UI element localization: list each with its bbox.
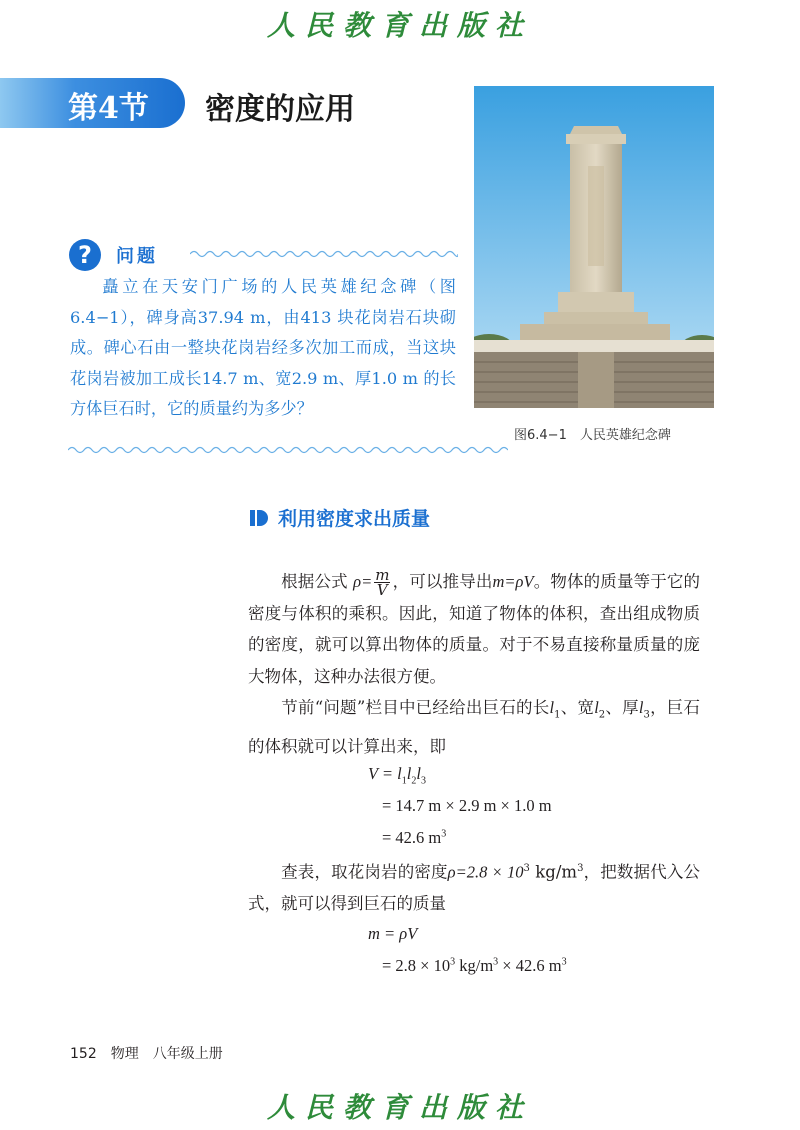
question-heading: 问题 [116, 246, 158, 267]
subsection-title: 利用密度求出质量 [278, 508, 431, 530]
paragraph-volume: 节前“问题”栏目中已经给出巨石的长$l_1$、宽$l_2$、厚$l_3$，巨石的体积就可以计算出来，即 [248, 698, 701, 756]
volume-equation-line-1: $V = l_1l_2l_3$ [368, 764, 426, 787]
mass-equation-line-2: = $2.8 \times 10^3$ $kg/m^3 \times 42.6$ $m^3$ [382, 956, 567, 975]
page-footer [70, 1043, 237, 1063]
monument-photo [474, 86, 714, 408]
footer-subject: 物理 [110, 1046, 139, 1062]
question-text: 矗立在天安门广场的人民英雄纪念碑（图6.4−1），碑身高37.94 m，由413 块花岗岩石块砌成。碑心石由一整块花岗岩经多次加工而成，当这块花岗岩被加工成长14.7 m、宽2.9 m、厚1.0 m 的长方体巨石时，它的质量约为多少？ [70, 277, 456, 418]
footer-book: 八年级上册 [152, 1046, 223, 1062]
volume-equation-line-2: = 14.7 m × 2.9 m × 1.0 m [382, 796, 552, 815]
publisher-logo-bottom: 人民教育出版社 [266, 1091, 533, 1124]
section-number: 第4节 [68, 91, 149, 126]
photo-caption: 图6.4−1 人民英雄纪念碑 [514, 428, 671, 443]
publisher-logo-top: 人民教育出版社 [266, 9, 533, 42]
section-title: 密度的应用 [205, 92, 355, 127]
question-mark-icon [68, 238, 102, 272]
paragraph-density: 查表，取花岗岩的密度$\rho=2.8 \times 10^3$ $kg/m^3$，把数据代入公式，就可以得到巨石的质量 [248, 862, 701, 913]
svg-text:?: ? [78, 241, 92, 269]
fraction-m-over-v: $\frac{m}{V}$ [375, 566, 390, 599]
wave-divider-bottom [68, 444, 508, 456]
mass-equation-line-1: m = ρV [368, 924, 418, 943]
subsection-marker-icon [250, 509, 268, 527]
page-number: 152 [70, 1046, 97, 1062]
volume-equation-line-3: = 42.6 $m^3$ [382, 828, 447, 847]
paragraph-formula: 根据公式 ρ= $\frac{m}{V}$ ，可以推导出m=ρV。物体的质量等于它的密度与体积的乘积。因此，知道了物体的体积，查出组成物质的密度，就可以算出物体的质量。对于不易直接称量质量的庞大物体，这种办法很方便。 [248, 566, 701, 686]
wave-divider-top [190, 248, 458, 260]
